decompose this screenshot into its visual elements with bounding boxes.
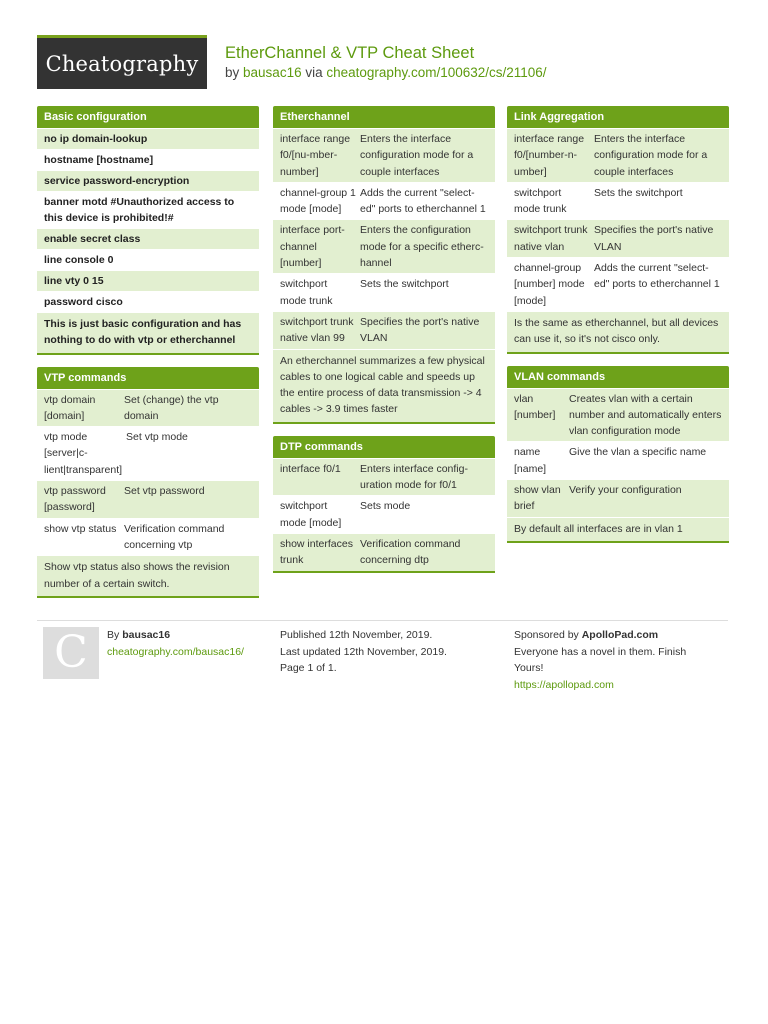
command-cell: channel-group 1 mode [mode] bbox=[280, 186, 356, 216]
section-note: By default all interfaces are in vlan 1 bbox=[507, 517, 729, 541]
page-number: Page 1 of 1. bbox=[280, 662, 337, 675]
sponsor-name: ApolloPad.com bbox=[581, 629, 659, 641]
page-title: EtherChannel & VTP Cheat Sheet bbox=[225, 44, 475, 62]
command-cell: interface range f0/[nu-mber-number] bbox=[280, 133, 351, 178]
list-item: line console 0 bbox=[37, 249, 259, 270]
footer-author bbox=[107, 627, 244, 660]
list-item: line vty 0 15 bbox=[37, 270, 259, 291]
description-cell: Enters the configuration mode for a specific etherc-hannel bbox=[360, 224, 484, 270]
updated-date: Last updated 12th November, 2019. bbox=[280, 645, 447, 658]
description-cell: Enters interface config-uration mode for f0/1 bbox=[360, 462, 468, 492]
section-heading: Link Aggregation bbox=[507, 106, 729, 128]
description-cell: Enters the interface configuration mode for a couple interfaces bbox=[594, 133, 708, 178]
command-cell: interface f0/1 bbox=[280, 462, 341, 475]
command-cell: vtp domain [domain] bbox=[44, 393, 96, 422]
table-row bbox=[273, 495, 495, 533]
byline-via: via bbox=[305, 65, 323, 80]
description-cell: Set vtp password bbox=[124, 485, 205, 498]
command-cell: show vtp status bbox=[44, 522, 117, 535]
footer-author-line bbox=[107, 627, 244, 644]
footer-by-label: By bbox=[107, 629, 120, 641]
list-item: enable secret class bbox=[37, 228, 259, 249]
table-row bbox=[273, 458, 495, 496]
description-cell: Set (change) the vtp domain bbox=[124, 393, 219, 422]
column-3 bbox=[507, 106, 729, 555]
table-row bbox=[273, 219, 495, 273]
table-row bbox=[507, 257, 729, 311]
footer-divider bbox=[37, 620, 728, 621]
command-cell: switchport mode trunk bbox=[514, 186, 567, 216]
footer-sponsor bbox=[514, 627, 686, 693]
description-cell: Set vtp mode bbox=[126, 431, 188, 444]
table-row bbox=[507, 388, 729, 442]
table-row bbox=[273, 311, 495, 349]
section-vlan-commands bbox=[507, 366, 729, 543]
table-row bbox=[37, 426, 259, 480]
section-link-aggregation bbox=[507, 106, 729, 354]
section-heading: DTP commands bbox=[273, 436, 495, 458]
list-item: password cisco bbox=[37, 291, 259, 312]
description-cell: Specifies the port's native VLAN bbox=[594, 224, 714, 253]
table-row bbox=[507, 128, 729, 182]
command-cell: show vlan brief bbox=[514, 484, 561, 513]
sponsor-tagline-1: Everyone has a novel in them. Finish bbox=[514, 645, 687, 658]
logo-text: Cheatography bbox=[45, 51, 199, 76]
command-cell: switchport mode trunk bbox=[280, 278, 333, 307]
section-dtp-commands bbox=[273, 436, 495, 573]
section-note: Show vtp status also shows the revision number of a certain switch. bbox=[37, 555, 259, 596]
column-1 bbox=[37, 106, 259, 610]
description-cell: Enters the interface configuration mode for a couple interfaces bbox=[360, 133, 474, 178]
command-cell: name [name] bbox=[514, 446, 547, 475]
description-cell: Adds the current "select-ed" ports to etherchannel 1 bbox=[594, 262, 720, 291]
sheet-url-link[interactable]: cheatography.com/100632/cs/21106/ bbox=[326, 65, 547, 80]
footer-author-link[interactable]: cheatography.com/bausac16/ bbox=[107, 645, 244, 658]
description-cell: Sets mode bbox=[360, 500, 411, 513]
table-row bbox=[273, 273, 495, 311]
cheatography-c-icon: C bbox=[54, 627, 88, 678]
command-cell: vlan [number] bbox=[514, 392, 556, 421]
list-item: banner motd #Unauthorized access to this device is prohibited!# bbox=[37, 191, 259, 228]
cheatography-logo[interactable] bbox=[37, 35, 207, 89]
published-date: Published 12th November, 2019. bbox=[280, 629, 433, 641]
section-heading: Etherchannel bbox=[273, 106, 495, 128]
command-cell: vtp mode [server|c-lient|transparent] bbox=[44, 431, 123, 476]
command-cell: show interfaces trunk bbox=[280, 537, 353, 567]
column-2 bbox=[273, 106, 495, 585]
sponsor-tagline-2: Yours! bbox=[514, 662, 544, 675]
author-link[interactable]: bausac16 bbox=[243, 65, 302, 80]
table-row bbox=[507, 219, 729, 257]
section-note: An etherchannel summarizes a few physical cables to one logical cable and speeds up the entire process of data transmission -> 4 cables -> 3.9 times faster bbox=[273, 349, 495, 422]
author-avatar[interactable] bbox=[43, 627, 99, 679]
section-heading: Basic configuration bbox=[37, 106, 259, 128]
list-item: no ip domain-lookup bbox=[37, 128, 259, 149]
description-cell: Sets the switchport bbox=[360, 278, 449, 291]
section-basic-configuration bbox=[37, 106, 259, 355]
description-cell: Creates vlan with a certain number and automatically enters vlan configuration mode bbox=[569, 392, 722, 438]
command-cell: interface port-channel [number] bbox=[280, 224, 345, 270]
footer-publish-info bbox=[280, 627, 447, 677]
description-cell: Verification command concerning dtp bbox=[360, 537, 461, 567]
command-cell: interface range f0/[number-n-umber] bbox=[514, 133, 585, 178]
section-heading: VTP commands bbox=[37, 367, 259, 389]
section-note: Is the same as etherchannel, but all devices can use it, so it's not cisco only. bbox=[507, 311, 729, 352]
table-row bbox=[37, 389, 259, 427]
description-cell: Specifies the port's native VLAN bbox=[360, 315, 480, 345]
section-etherchannel bbox=[273, 106, 495, 424]
table-row bbox=[507, 182, 729, 220]
table-row bbox=[507, 479, 729, 517]
byline-by: by bbox=[225, 65, 240, 80]
list-item: service password-encryption bbox=[37, 170, 259, 191]
sponsor-line bbox=[514, 627, 686, 644]
description-cell: Verify your configuration bbox=[569, 484, 682, 497]
command-cell: switchport mode [mode] bbox=[280, 500, 342, 529]
sponsor-link[interactable]: https://apollopad.com bbox=[514, 678, 614, 691]
description-cell: Sets the switchport bbox=[594, 186, 683, 199]
byline bbox=[225, 65, 547, 80]
command-cell: channel-group [number] mode [mode] bbox=[514, 262, 585, 307]
section-heading: VLAN commands bbox=[507, 366, 729, 388]
table-row bbox=[273, 128, 495, 182]
table-row bbox=[273, 533, 495, 571]
description-cell: Verification command concerning vtp bbox=[124, 522, 225, 551]
table-row bbox=[37, 518, 259, 556]
section-note: This is just basic configuration and has nothing to do with vtp or etherchannel bbox=[37, 312, 259, 353]
table-row bbox=[37, 480, 259, 518]
list-item: hostname [hostname] bbox=[37, 149, 259, 170]
command-cell: vtp password [password] bbox=[44, 485, 106, 514]
command-cell: switchport trunk native vlan bbox=[514, 224, 588, 253]
footer-author-name: bausac16 bbox=[122, 629, 171, 641]
table-row bbox=[507, 441, 729, 479]
sponsored-by-label: Sponsored by bbox=[514, 629, 579, 641]
command-cell: switchport trunk native vlan 99 bbox=[280, 315, 354, 345]
section-vtp-commands bbox=[37, 367, 259, 598]
description-cell: Adds the current "select-ed" ports to etherchannel 1 bbox=[360, 186, 486, 216]
table-row bbox=[273, 182, 495, 220]
description-cell: Give the vlan a specific name bbox=[569, 446, 707, 459]
